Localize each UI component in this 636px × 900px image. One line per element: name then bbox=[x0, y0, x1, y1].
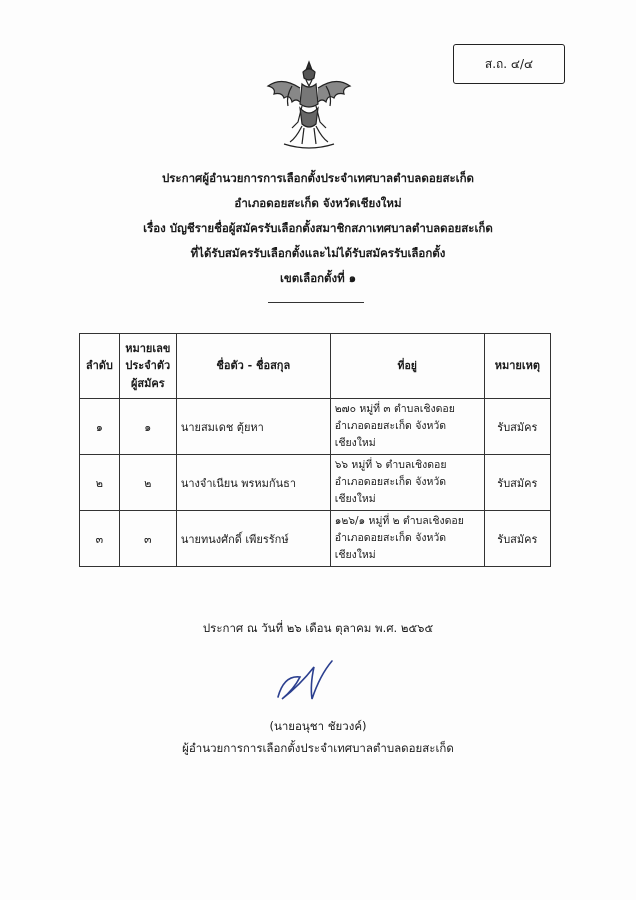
row-note: รับสมัคร bbox=[484, 455, 550, 511]
header-id-line3: ผู้สมัคร bbox=[130, 376, 165, 390]
table-row bbox=[80, 455, 551, 511]
row-order: ๑ bbox=[80, 399, 120, 455]
header-name: ชื่อตัว - ชื่อสกุล bbox=[176, 334, 330, 399]
table-row bbox=[80, 399, 551, 455]
header-note: หมายเหตุ bbox=[484, 334, 550, 399]
candidate-table bbox=[79, 333, 551, 567]
header-address: ที่อยู่ bbox=[330, 334, 484, 399]
announcement-title-line1: ประกาศผู้อำนวยการการเลือกตั้งประจำเทศบาลตำบลดอยสะเก็ด bbox=[161, 171, 475, 185]
row-note: รับสมัคร bbox=[484, 511, 550, 567]
header-order: ลำดับ bbox=[80, 334, 120, 399]
header-id-line1: หมายเลข bbox=[125, 342, 171, 356]
signature-mark bbox=[270, 655, 340, 705]
row-address bbox=[330, 455, 484, 511]
table-row bbox=[80, 511, 551, 567]
announcement-subject: เรื่อง บัญชีรายชื่อผู้สมัครรับเลือกตั้งสมาชิกสภาเทศบาลตำบลดอยสะเก็ด bbox=[143, 221, 493, 235]
row-name: นางจำเนียน พรหมกันธา bbox=[176, 455, 330, 511]
row-name: นายทนงศักดิ์ เพียรรักษ์ bbox=[176, 511, 330, 567]
announcement-date: ประกาศ ณ วันที่ ๒๖ เดือน ตุลาคม พ.ศ. ๒๕๖๕ bbox=[202, 621, 434, 635]
row-note: รับสมัคร bbox=[484, 399, 550, 455]
row-address-line1: ๒๗๐ หมู่ที่ ๓ ตำบลเชิงดอย bbox=[334, 403, 455, 416]
row-order: ๒ bbox=[80, 455, 120, 511]
row-address-line2: อำเภอดอยสะเก็ด จังหวัดเชียงใหม่ bbox=[334, 476, 447, 505]
row-candidate-number: ๒ bbox=[119, 455, 176, 511]
title-divider bbox=[268, 302, 364, 303]
signer-name: (นายอนุชา ชัยวงค์) bbox=[269, 719, 367, 733]
form-code-box bbox=[453, 44, 565, 84]
signer-position: ผู้อำนวยการการเลือกตั้งประจำเทศบาลตำบลดอยสะเก็ด bbox=[182, 741, 454, 755]
row-address bbox=[330, 511, 484, 567]
row-address-line2: อำเภอดอยสะเก็ด จังหวัดเชียงใหม่ bbox=[334, 420, 447, 449]
header-id-line2: ประจำตัว bbox=[125, 359, 171, 373]
row-address-line1: ๑๒๖/๑ หมู่ที่ ๒ ตำบลเชิงดอย bbox=[334, 515, 464, 528]
row-address-line1: ๖๖ หมู่ที่ ๖ ตำบลเชิงดอย bbox=[334, 459, 447, 472]
announcement-subject-line2: ที่ได้รับสมัครรับเลือกตั้งและไม่ได้รับสมัครรับเลือกตั้ง bbox=[190, 246, 446, 260]
row-address bbox=[330, 399, 484, 455]
form-code-text: ส.ถ. ๔/๔ bbox=[484, 56, 534, 71]
announcement-title-line2: อำเภอดอยสะเก็ด จังหวัดเชียงใหม่ bbox=[234, 196, 402, 210]
garuda-emblem-icon bbox=[262, 56, 356, 156]
electoral-district: เขตเลือกตั้งที่ ๑ bbox=[279, 271, 357, 285]
row-address-line2: อำเภอดอยสะเก็ด จังหวัดเชียงใหม่ bbox=[334, 532, 447, 561]
row-candidate-number: ๑ bbox=[119, 399, 176, 455]
header-candidate-number bbox=[119, 334, 176, 399]
row-name: นายสมเดช ตุ้ยหา bbox=[176, 399, 330, 455]
row-order: ๓ bbox=[80, 511, 120, 567]
row-candidate-number: ๓ bbox=[119, 511, 176, 567]
table-header-row bbox=[80, 334, 551, 399]
